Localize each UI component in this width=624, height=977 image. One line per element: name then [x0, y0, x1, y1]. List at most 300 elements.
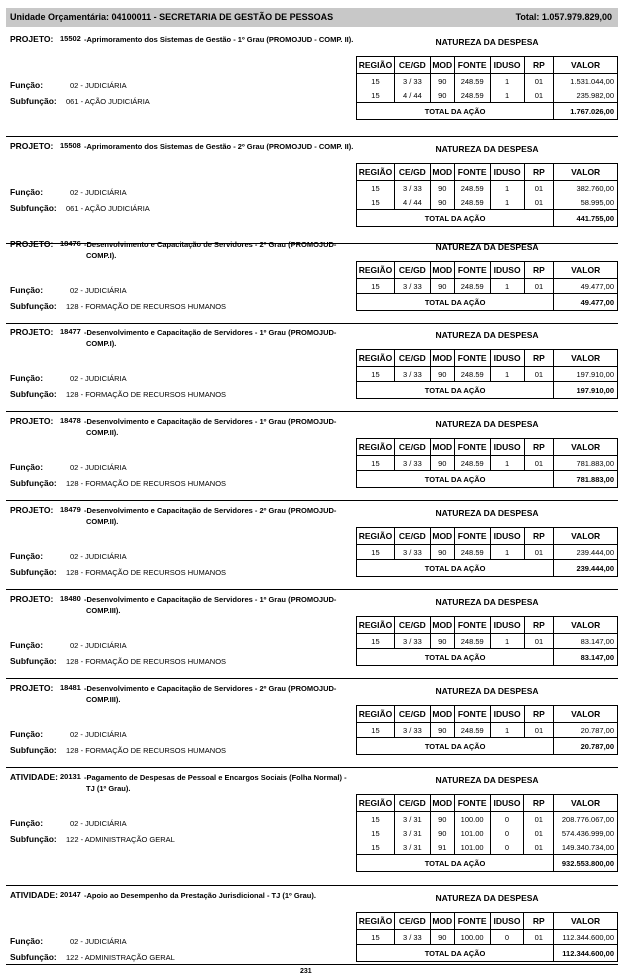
table-cell: 90	[430, 545, 454, 560]
natureza-heading: NATUREZA DA DESPESA	[435, 597, 539, 607]
total-label: TOTAL DA AÇÃO	[357, 945, 554, 962]
natureza-heading: NATUREZA DA DESPESA	[435, 330, 539, 340]
column-header: IDUSO	[490, 439, 524, 456]
total-row	[357, 945, 618, 962]
table-header-row	[357, 57, 618, 74]
table-cell: 15	[357, 181, 395, 196]
table-cell: 248.59	[454, 88, 490, 103]
block-code: 15502	[60, 34, 81, 43]
subfuncao-label: Subfunção:	[10, 96, 57, 106]
table-cell: 1	[490, 88, 524, 103]
subfuncao-value: 061 - AÇÃO JUDICIÁRIA	[66, 97, 150, 106]
table-cell: 49.477,00	[554, 279, 618, 294]
total-value: 1.767.026,00	[554, 103, 618, 120]
column-header: MOD	[430, 795, 454, 812]
block-separator	[6, 136, 618, 137]
table-cell: 100.00	[454, 812, 490, 827]
total-row	[357, 103, 618, 120]
block-separator	[6, 678, 618, 679]
block-code: 18476	[60, 239, 81, 248]
table-cell: 15	[357, 545, 395, 560]
table-cell: 101.00	[454, 826, 490, 840]
table-cell: 01	[524, 930, 554, 945]
despesa-table	[356, 438, 618, 488]
column-header: MOD	[430, 57, 454, 74]
total-label: Total:	[515, 12, 540, 22]
column-header: RP	[524, 439, 554, 456]
block-separator	[6, 500, 618, 501]
block-separator	[6, 411, 618, 412]
column-header: CE/GD	[394, 617, 430, 634]
table-cell: 3 / 33	[394, 74, 430, 89]
table-cell: 3 / 33	[394, 545, 430, 560]
despesa-table	[356, 794, 618, 872]
table-cell: 4 / 44	[394, 195, 430, 210]
table-cell: 01	[524, 367, 554, 382]
natureza-heading: NATUREZA DA DESPESA	[435, 37, 539, 47]
column-header: FONTE	[454, 913, 490, 930]
table-cell: 149.340.734,00	[554, 840, 618, 855]
table-row	[357, 195, 618, 210]
funcao-value: 02 - JUDICIÁRIA	[70, 188, 127, 197]
table-cell: 15	[357, 456, 395, 471]
column-header: RP	[524, 164, 554, 181]
total-value: 781.883,00	[554, 471, 618, 488]
block-title: -Desenvolvimento e Capacitação de Servidores - 1º Grau (PROMOJUD-COMP.III).	[84, 595, 337, 615]
total-label: TOTAL DA AÇÃO	[357, 210, 554, 227]
subfuncao-value: 128 - FORMAÇÃO DE RECURSOS HUMANOS	[66, 657, 227, 666]
table-cell: 1	[490, 545, 524, 560]
table-cell: 15	[357, 826, 395, 840]
table-row	[357, 367, 618, 382]
table-cell: 382.760,00	[554, 181, 618, 196]
block-type: PROJETO:	[10, 416, 54, 426]
natureza-heading: NATUREZA DA DESPESA	[435, 144, 539, 154]
total-row	[357, 294, 618, 311]
column-header: IDUSO	[490, 913, 524, 930]
unit-header-left: Unidade Orçamentária: 04100011 - SECRETARIA DE GESTÃO DE PESSOAS	[10, 12, 334, 22]
despesa-table	[356, 163, 618, 227]
table-cell: 15	[357, 74, 395, 89]
table-cell: 0	[490, 840, 524, 855]
column-header: REGIÃO	[357, 350, 395, 367]
column-header: IDUSO	[490, 706, 524, 723]
table-header-row	[357, 706, 618, 723]
table-header-row	[357, 439, 618, 456]
funcao-label: Função:	[10, 187, 44, 197]
page-number: 231	[300, 968, 312, 975]
unit-label: Unidade Orçamentária:	[10, 12, 110, 22]
block-title: -Aprimoramento dos Sistemas de Gestão - 1º Grau (PROMOJUD - COMP. II).	[84, 35, 354, 44]
column-header: IDUSO	[490, 57, 524, 74]
table-row	[357, 279, 618, 294]
table-cell: 248.59	[454, 723, 490, 738]
column-header: CE/GD	[394, 164, 430, 181]
funcao-label: Função:	[10, 373, 44, 383]
block-type: ATIVIDADE:	[10, 890, 59, 900]
table-cell: 01	[524, 545, 554, 560]
table-cell: 1.531.044,00	[554, 74, 618, 89]
column-header: MOD	[430, 164, 454, 181]
table-cell: 3 / 33	[394, 723, 430, 738]
table-cell: 248.59	[454, 279, 490, 294]
table-row	[357, 840, 618, 855]
column-header: REGIÃO	[357, 795, 395, 812]
natureza-heading: NATUREZA DA DESPESA	[435, 508, 539, 518]
funcao-value: 02 - JUDICIÁRIA	[70, 730, 127, 739]
table-cell: 91	[430, 840, 454, 855]
table-cell: 90	[430, 723, 454, 738]
block-separator	[6, 964, 618, 965]
column-header: REGIÃO	[357, 528, 395, 545]
funcao-label: Função:	[10, 285, 44, 295]
subfuncao-value: 128 - FORMAÇÃO DE RECURSOS HUMANOS	[66, 390, 227, 399]
column-header: IDUSO	[490, 617, 524, 634]
despesa-table	[356, 349, 618, 399]
block-title: -Desenvolvimento e Capacitação de Servidores - 1º Grau (PROMOJUD-COMP.I).	[84, 328, 337, 348]
total-value: 1.057.979.829,00	[541, 12, 612, 22]
table-cell: 01	[524, 181, 554, 196]
total-value: 197.910,00	[554, 382, 618, 399]
table-cell: 248.59	[454, 181, 490, 196]
block-separator	[6, 589, 618, 590]
subfuncao-label: Subfunção:	[10, 567, 57, 577]
total-label: TOTAL DA AÇÃO	[357, 738, 554, 755]
block-type: PROJETO:	[10, 327, 54, 337]
table-cell: 90	[430, 456, 454, 471]
total-row	[357, 210, 618, 227]
column-header: FONTE	[454, 439, 490, 456]
table-cell: 01	[524, 723, 554, 738]
column-header: FONTE	[454, 350, 490, 367]
column-header: RP	[524, 262, 554, 279]
total-row	[357, 855, 618, 872]
table-cell: 248.59	[454, 195, 490, 210]
table-cell: 90	[430, 195, 454, 210]
column-header: MOD	[430, 439, 454, 456]
funcao-value: 02 - JUDICIÁRIA	[70, 641, 127, 650]
subfuncao-label: Subfunção:	[10, 301, 57, 311]
column-header: VALOR	[554, 164, 618, 181]
table-cell: 90	[430, 88, 454, 103]
block-title: -Apoio ao Desempenho da Prestação Jurisdicional - TJ (1º Grau).	[84, 891, 316, 900]
column-header: IDUSO	[490, 164, 524, 181]
table-cell: 83.147,00	[554, 634, 618, 649]
table-cell: 15	[357, 930, 395, 945]
table-cell: 15	[357, 840, 395, 855]
despesa-table	[356, 56, 618, 120]
subfuncao-value: 128 - FORMAÇÃO DE RECURSOS HUMANOS	[66, 479, 227, 488]
funcao-label: Função:	[10, 640, 44, 650]
column-header: CE/GD	[394, 57, 430, 74]
table-cell: 0	[490, 826, 524, 840]
block-title: -Pagamento de Despesas de Pessoal e Encargos Sociais (Folha Normal) - TJ (1º Grau).	[84, 773, 347, 793]
natureza-heading: NATUREZA DA DESPESA	[435, 775, 539, 785]
table-cell: 1	[490, 74, 524, 89]
total-value: 83.147,00	[554, 649, 618, 666]
block-title: -Desenvolvimento e Capacitação de Servidores - 2º Grau (PROMOJUD-COMP.II).	[84, 506, 337, 526]
column-header: IDUSO	[490, 262, 524, 279]
table-cell: 58.995,00	[554, 195, 618, 210]
table-cell: 15	[357, 88, 395, 103]
table-cell: 20.787,00	[554, 723, 618, 738]
table-cell: 90	[430, 74, 454, 89]
column-header: REGIÃO	[357, 262, 395, 279]
funcao-label: Função:	[10, 936, 44, 946]
table-cell: 90	[430, 812, 454, 827]
table-row	[357, 812, 618, 827]
table-cell: 3 / 31	[394, 840, 430, 855]
table-row	[357, 88, 618, 103]
column-header: VALOR	[554, 617, 618, 634]
table-cell: 90	[430, 181, 454, 196]
total-row	[357, 471, 618, 488]
table-cell: 235.982,00	[554, 88, 618, 103]
table-cell: 01	[524, 88, 554, 103]
table-cell: 01	[524, 74, 554, 89]
column-header: REGIÃO	[357, 617, 395, 634]
column-header: MOD	[430, 350, 454, 367]
table-header-row	[357, 913, 618, 930]
column-header: RP	[524, 57, 554, 74]
table-row	[357, 634, 618, 649]
column-header: RP	[524, 795, 554, 812]
total-label: TOTAL DA AÇÃO	[357, 649, 554, 666]
table-cell: 1	[490, 723, 524, 738]
column-header: RP	[524, 913, 554, 930]
total-label: TOTAL DA AÇÃO	[357, 294, 554, 311]
table-cell: 01	[524, 826, 554, 840]
block-type: ATIVIDADE:	[10, 772, 59, 782]
column-header: REGIÃO	[357, 164, 395, 181]
column-header: IDUSO	[490, 528, 524, 545]
table-cell: 90	[430, 634, 454, 649]
column-header: VALOR	[554, 57, 618, 74]
block-type: PROJETO:	[10, 505, 54, 515]
table-cell: 15	[357, 812, 395, 827]
column-header: REGIÃO	[357, 913, 395, 930]
table-cell: 0	[490, 930, 524, 945]
table-cell: 4 / 44	[394, 88, 430, 103]
column-header: RP	[524, 706, 554, 723]
table-header-row	[357, 262, 618, 279]
table-row	[357, 545, 618, 560]
column-header: VALOR	[554, 439, 618, 456]
column-header: FONTE	[454, 164, 490, 181]
total-label: TOTAL DA AÇÃO	[357, 382, 554, 399]
table-cell: 90	[430, 826, 454, 840]
table-cell: 15	[357, 367, 395, 382]
unit-code: 04100011	[111, 12, 152, 22]
funcao-label: Função:	[10, 551, 44, 561]
table-cell: 3 / 33	[394, 634, 430, 649]
table-cell: 15	[357, 195, 395, 210]
subfuncao-value: 122 - ADMINISTRAÇÃO GERAL	[66, 953, 175, 962]
funcao-label: Função:	[10, 462, 44, 472]
table-row	[357, 826, 618, 840]
subfuncao-label: Subfunção:	[10, 745, 57, 755]
column-header: IDUSO	[490, 350, 524, 367]
column-header: MOD	[430, 617, 454, 634]
subfuncao-label: Subfunção:	[10, 203, 57, 213]
natureza-heading: NATUREZA DA DESPESA	[435, 242, 539, 252]
column-header: VALOR	[554, 795, 618, 812]
block-separator	[6, 323, 618, 324]
column-header: CE/GD	[394, 913, 430, 930]
column-header: CE/GD	[394, 262, 430, 279]
table-cell: 90	[430, 930, 454, 945]
total-value: 20.787,00	[554, 738, 618, 755]
block-type: PROJETO:	[10, 683, 54, 693]
subfuncao-label: Subfunção:	[10, 834, 57, 844]
funcao-value: 02 - JUDICIÁRIA	[70, 463, 127, 472]
table-cell: 90	[430, 279, 454, 294]
despesa-table	[356, 261, 618, 311]
table-cell: 90	[430, 367, 454, 382]
table-cell: 248.59	[454, 456, 490, 471]
column-header: VALOR	[554, 350, 618, 367]
column-header: CE/GD	[394, 795, 430, 812]
table-cell: 15	[357, 279, 395, 294]
natureza-heading: NATUREZA DA DESPESA	[435, 419, 539, 429]
table-row	[357, 456, 618, 471]
subfuncao-value: 061 - AÇÃO JUDICIÁRIA	[66, 204, 150, 213]
column-header: FONTE	[454, 262, 490, 279]
column-header: RP	[524, 528, 554, 545]
table-cell: 1	[490, 279, 524, 294]
table-cell: 3 / 33	[394, 367, 430, 382]
despesa-table	[356, 912, 618, 962]
funcao-value: 02 - JUDICIÁRIA	[70, 81, 127, 90]
total-label: TOTAL DA AÇÃO	[357, 471, 554, 488]
despesa-table	[356, 705, 618, 755]
subfuncao-value: 128 - FORMAÇÃO DE RECURSOS HUMANOS	[66, 302, 227, 311]
table-header-row	[357, 795, 618, 812]
column-header: FONTE	[454, 57, 490, 74]
table-cell: 100.00	[454, 930, 490, 945]
column-header: REGIÃO	[357, 439, 395, 456]
block-title: -Desenvolvimento e Capacitação de Servidores - 2º Grau (PROMOJUD-COMP.III).	[84, 684, 337, 704]
table-cell: 101.00	[454, 840, 490, 855]
block-type: PROJETO:	[10, 594, 54, 604]
total-value: 932.553.800,00	[554, 855, 618, 872]
column-header: MOD	[430, 706, 454, 723]
column-header: VALOR	[554, 528, 618, 545]
table-cell: 15	[357, 634, 395, 649]
funcao-value: 02 - JUDICIÁRIA	[70, 937, 127, 946]
table-cell: 1	[490, 181, 524, 196]
table-cell: 01	[524, 840, 554, 855]
natureza-heading: NATUREZA DA DESPESA	[435, 893, 539, 903]
table-cell: 3 / 33	[394, 456, 430, 471]
column-header: CE/GD	[394, 439, 430, 456]
funcao-value: 02 - JUDICIÁRIA	[70, 819, 127, 828]
table-cell: 197.910,00	[554, 367, 618, 382]
table-cell: 248.59	[454, 545, 490, 560]
block-title: -Desenvolvimento e Capacitação de Servidores - 1º Grau (PROMOJUD-COMP.II).	[84, 417, 337, 437]
table-row	[357, 74, 618, 89]
column-header: MOD	[430, 262, 454, 279]
column-header: REGIÃO	[357, 706, 395, 723]
column-header: VALOR	[554, 706, 618, 723]
funcao-value: 02 - JUDICIÁRIA	[70, 552, 127, 561]
subfuncao-value: 122 - ADMINISTRAÇÃO GERAL	[66, 835, 175, 844]
despesa-table	[356, 527, 618, 577]
total-row	[357, 649, 618, 666]
subfuncao-label: Subfunção:	[10, 952, 57, 962]
table-cell: 3 / 33	[394, 181, 430, 196]
column-header: FONTE	[454, 706, 490, 723]
table-header-row	[357, 350, 618, 367]
table-cell: 3 / 31	[394, 826, 430, 840]
block-code: 18481	[60, 683, 81, 692]
column-header: CE/GD	[394, 350, 430, 367]
table-cell: 1	[490, 456, 524, 471]
block-code: 18477	[60, 327, 81, 336]
subfuncao-label: Subfunção:	[10, 656, 57, 666]
column-header: IDUSO	[490, 795, 524, 812]
table-cell: 574.436.999,00	[554, 826, 618, 840]
total-label: TOTAL DA AÇÃO	[357, 560, 554, 577]
block-separator	[6, 885, 618, 886]
block-type: PROJETO:	[10, 239, 54, 249]
block-code: 20147	[60, 890, 81, 899]
table-cell: 248.59	[454, 634, 490, 649]
despesa-table	[356, 616, 618, 666]
column-header: CE/GD	[394, 706, 430, 723]
table-cell: 3 / 33	[394, 279, 430, 294]
table-cell: 01	[524, 195, 554, 210]
total-value: 49.477,00	[554, 294, 618, 311]
total-value: 441.755,00	[554, 210, 618, 227]
block-type: PROJETO:	[10, 34, 54, 44]
block-type: PROJETO:	[10, 141, 54, 151]
block-code: 18478	[60, 416, 81, 425]
table-header-row	[357, 617, 618, 634]
table-cell: 01	[524, 279, 554, 294]
column-header: RP	[524, 617, 554, 634]
table-cell: 781.883,00	[554, 456, 618, 471]
table-cell: 15	[357, 723, 395, 738]
unit-header-right	[516, 8, 612, 27]
funcao-label: Função:	[10, 729, 44, 739]
table-header-row	[357, 528, 618, 545]
block-title: -Desenvolvimento e Capacitação de Servidores - 2º Grau (PROMOJUD-COMP.I).	[84, 240, 337, 260]
table-cell: 1	[490, 195, 524, 210]
funcao-value: 02 - JUDICIÁRIA	[70, 374, 127, 383]
table-row	[357, 930, 618, 945]
table-row	[357, 723, 618, 738]
block-code: 15508	[60, 141, 81, 150]
table-cell: 248.59	[454, 74, 490, 89]
total-row	[357, 382, 618, 399]
column-header: RP	[524, 350, 554, 367]
block-code: 20131	[60, 772, 81, 781]
funcao-label: Função:	[10, 818, 44, 828]
subfuncao-value: 128 - FORMAÇÃO DE RECURSOS HUMANOS	[66, 746, 227, 755]
column-header: VALOR	[554, 262, 618, 279]
funcao-label: Função:	[10, 80, 44, 90]
total-row	[357, 738, 618, 755]
subfuncao-value: 128 - FORMAÇÃO DE RECURSOS HUMANOS	[66, 568, 227, 577]
column-header: CE/GD	[394, 528, 430, 545]
table-header-row	[357, 164, 618, 181]
table-cell: 01	[524, 812, 554, 827]
total-label: TOTAL DA AÇÃO	[357, 855, 554, 872]
table-row	[357, 181, 618, 196]
table-cell: 1	[490, 367, 524, 382]
natureza-heading: NATUREZA DA DESPESA	[435, 686, 539, 696]
